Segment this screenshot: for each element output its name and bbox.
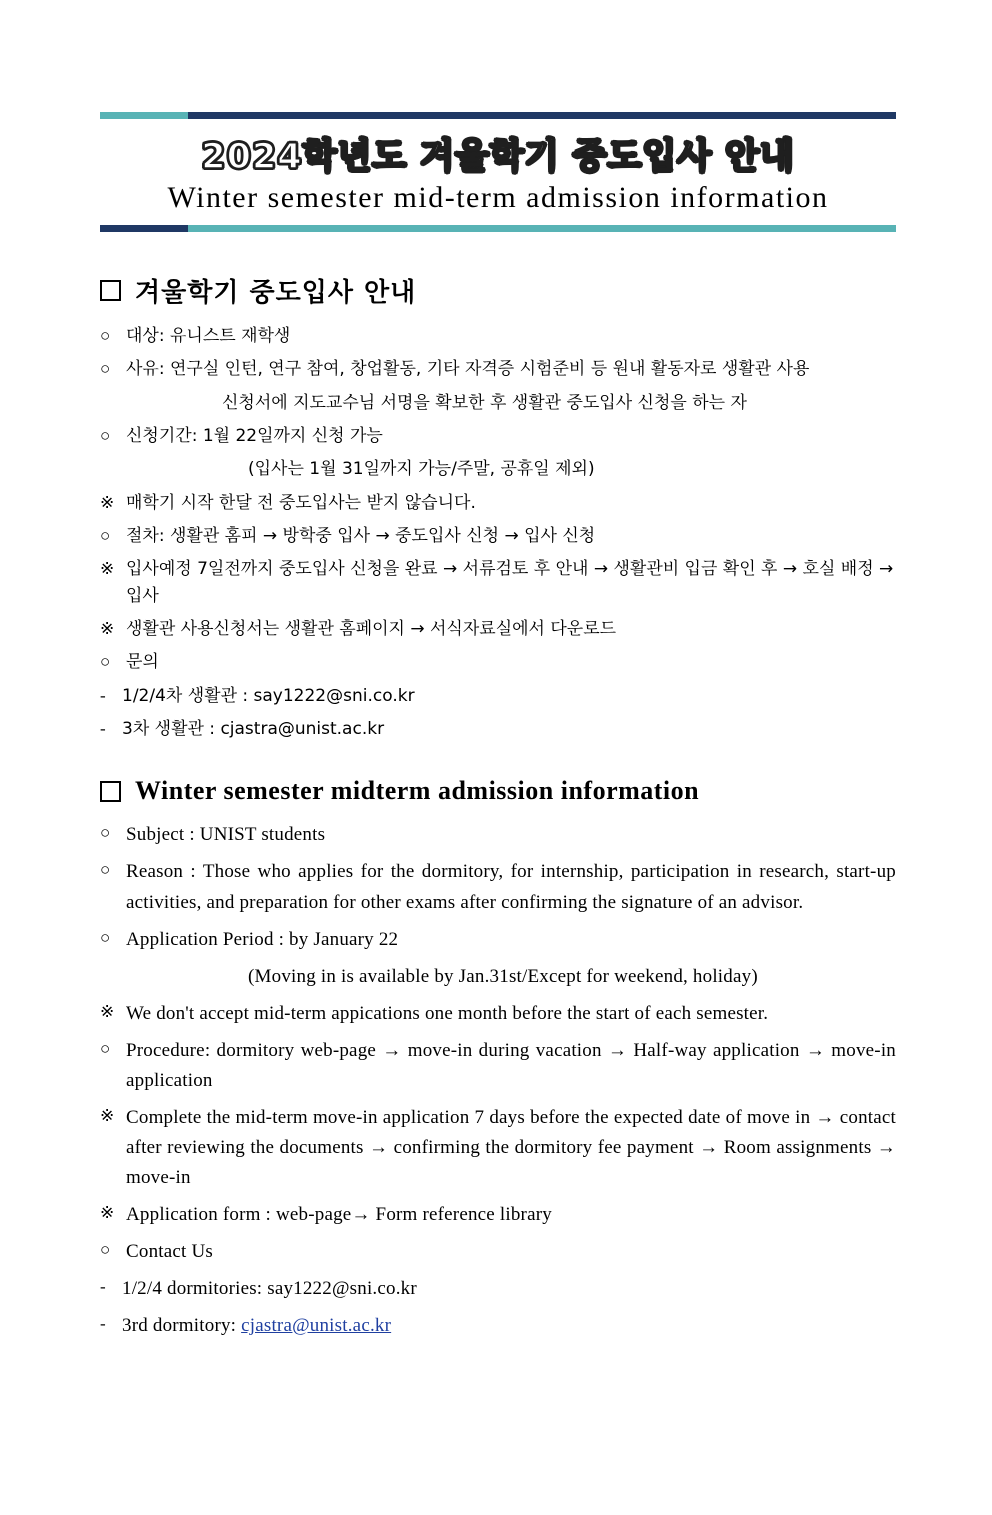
list-marker: - (100, 1313, 106, 1333)
list-marker: ○ (100, 526, 111, 546)
email-link-3rd-dormitory[interactable]: cjastra@unist.ac.kr (241, 1314, 392, 1336)
list-text: 신청기간: 1월 22일까지 신청 가능 (126, 426, 383, 447)
list-text: Procedure: dormitory web-page → move-in during vacation → Half-way application → move-in application (126, 1039, 896, 1091)
banner-rule-top (100, 112, 896, 119)
list-item (100, 616, 896, 642)
list-marker: - (100, 685, 106, 705)
list-item (100, 523, 896, 549)
list-item (100, 323, 896, 349)
korean-item-list (100, 323, 896, 742)
list-text: 3차 생활관 : cjastra@unist.ac.kr (122, 719, 385, 740)
list-marker: ※ (100, 1001, 115, 1021)
list-text: 절차: 생활관 홈피 → 방학중 입사 → 중도입사 신청 → 입사 신청 (126, 526, 596, 547)
banner-rule-bottom-navy (100, 225, 188, 232)
list-marker: ※ (100, 619, 115, 639)
list-item (100, 1103, 896, 1193)
list-text: 신청서에 지도교수님 서명을 확보한 후 생활관 중도입사 신청을 하는 자 (222, 392, 747, 413)
list-text: 매학기 시작 한달 전 중도입사는 받지 않습니다. (126, 492, 476, 513)
list-item (100, 1274, 896, 1304)
document-page (0, 112, 992, 1515)
list-marker: ※ (100, 559, 115, 579)
list-item (100, 1036, 896, 1096)
list-text: Reason : Those who applies for the dormitory, for internship, participation in research, start-up activities, and preparation for other exams after confirming the signature of an advisor. (126, 861, 896, 913)
section-heading-korean-label: 겨울학기 중도입사 안내 (135, 278, 417, 308)
list-marker: ○ (100, 326, 111, 345)
list-text: 문의 (126, 652, 159, 673)
checkbox-icon (100, 280, 121, 301)
list-marker: ○ (100, 426, 111, 446)
list-text: Complete the mid-term move-in application 7 days before the expected date of move in → contact after reviewing the documents → confirming the dormitory fee payment → Room assignments → move-in (126, 1106, 896, 1188)
banner-rule-bottom-teal (188, 225, 896, 232)
header-banner (100, 112, 896, 232)
list-marker: ※ (100, 492, 115, 512)
list-marker: ○ (100, 652, 111, 672)
list-marker: ※ (100, 1105, 115, 1125)
list-item (100, 390, 896, 416)
list-text: 1/2/4 dormitories: say1222@sni.co.kr (122, 1277, 417, 1299)
banner-rule-top-teal (100, 112, 188, 119)
list-text: 입사예정 7일전까지 중도입사 신청을 완료 → 서류검토 후 안내 → 생활관비 입금 확인 후 → 호실 배정 → 입사 (126, 559, 894, 606)
list-item (100, 490, 896, 516)
list-text: 3rd dormitory: (122, 1314, 242, 1336)
list-text: We don't accept mid-term appications one month before the start of each semester. (126, 1002, 769, 1024)
list-marker: - (100, 1276, 106, 1296)
document-title-korean: 2024학년도 겨울학기 중도입사 안내 (201, 137, 795, 177)
document-title-english: Winter semester mid-term admission information (167, 181, 829, 214)
list-item (100, 1200, 896, 1230)
section-heading-korean (100, 272, 896, 309)
list-text: Contact Us (126, 1240, 213, 1262)
list-text: Subject : UNIST students (126, 824, 326, 846)
list-item (100, 456, 896, 482)
list-marker: ※ (100, 1202, 115, 1222)
list-item (100, 556, 896, 609)
list-item (100, 999, 896, 1029)
list-item (100, 649, 896, 675)
list-marker: - (100, 719, 106, 739)
document-body (0, 272, 992, 1341)
list-text-wrap (122, 1311, 896, 1341)
list-marker: ○ (100, 359, 111, 379)
list-marker: ○ (100, 1038, 111, 1058)
checkbox-icon (100, 781, 121, 802)
list-item (100, 1311, 896, 1341)
list-marker: ○ (100, 860, 111, 880)
list-item (100, 683, 896, 709)
banner-rule-top-navy (188, 112, 896, 119)
banner-rule-bottom (100, 225, 896, 232)
list-marker: ○ (100, 927, 111, 947)
list-item (100, 356, 896, 382)
list-text: (Moving in is available by Jan.31st/Except for weekend, holiday) (248, 965, 758, 987)
list-text: 사유: 연구실 인턴, 연구 참여, 창업활동, 기타 자격증 시험준비 등 원내 활동자로 생활관 사용 (126, 359, 810, 380)
list-marker: ○ (100, 823, 111, 843)
list-item (100, 820, 896, 850)
list-text: (입사는 1월 31일까지 가능/주말, 공휴일 제외) (248, 459, 595, 480)
list-item (100, 1237, 896, 1267)
list-item (100, 857, 896, 917)
list-text: 대상: 유니스트 재학생 (126, 326, 291, 346)
list-marker: ○ (100, 1239, 111, 1259)
list-text: 생활관 사용신청서는 생활관 홈페이지 → 서식자료실에서 다운로드 (126, 619, 617, 640)
list-item (100, 925, 896, 955)
english-item-list (100, 820, 896, 1340)
list-text: Application form : web-page→ Form reference library (126, 1203, 552, 1225)
list-item (100, 716, 896, 742)
list-item (100, 423, 896, 449)
list-text: 1/2/4차 생활관 : say1222@sni.co.kr (122, 685, 415, 706)
list-item (100, 962, 896, 992)
section-heading-english (100, 776, 896, 806)
list-text: Application Period : by January 22 (126, 928, 399, 950)
section-heading-english-label: Winter semester midterm admission information (135, 776, 700, 806)
